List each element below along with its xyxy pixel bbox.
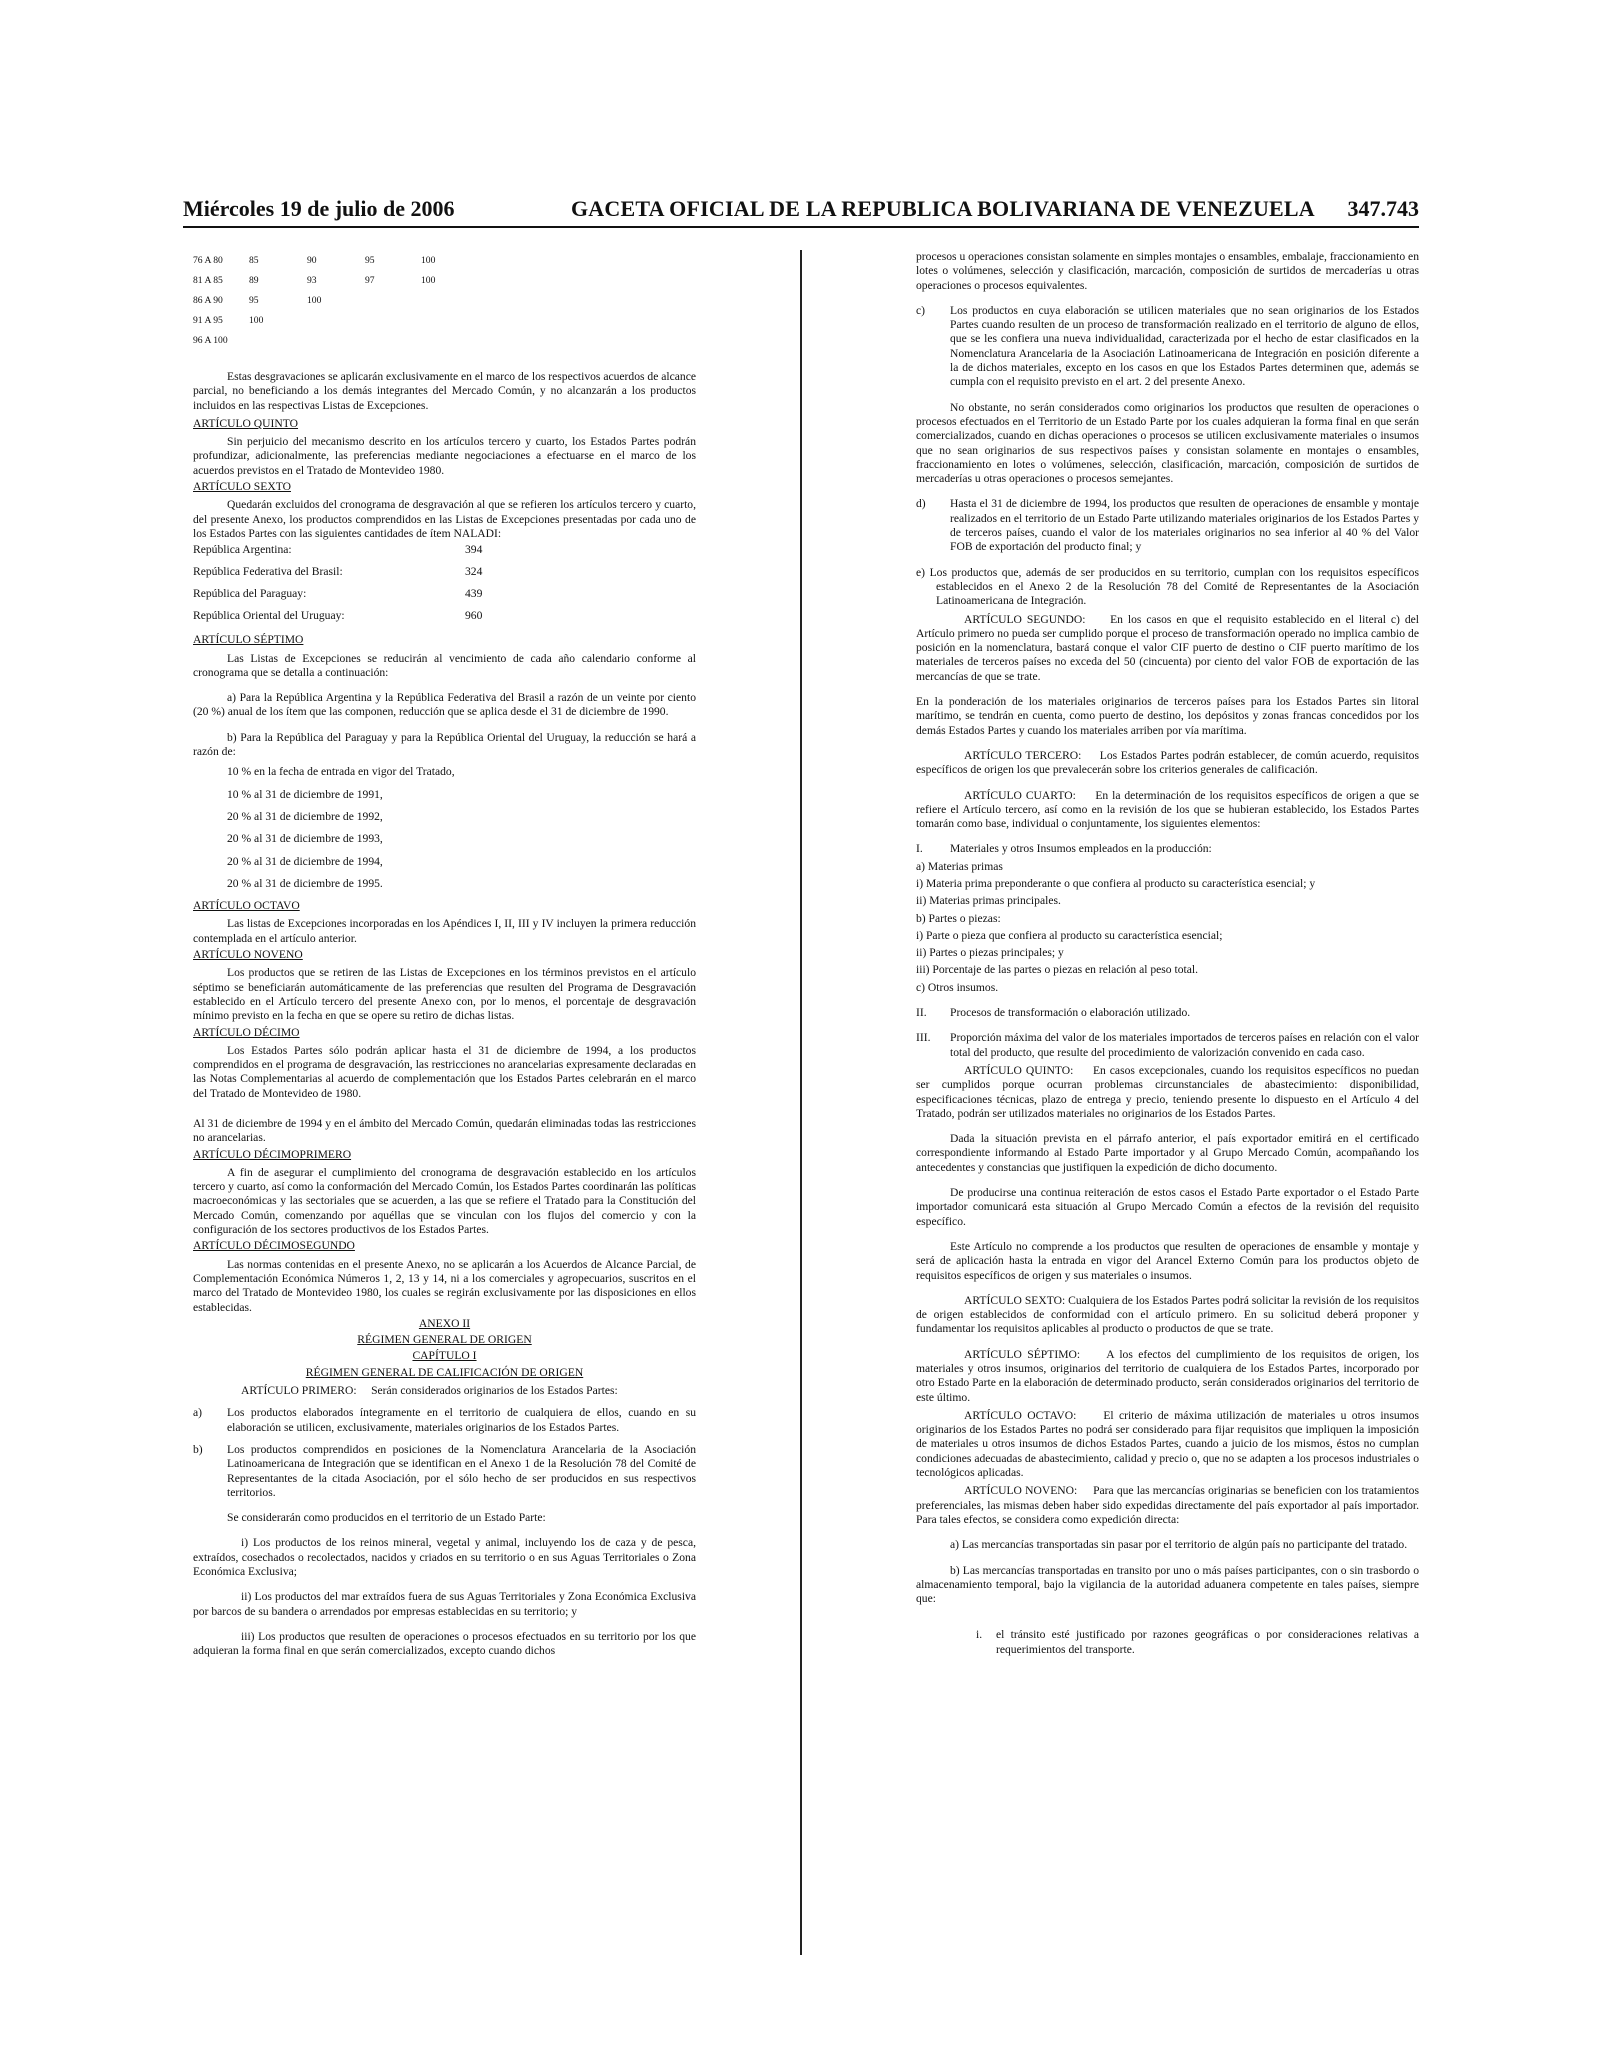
table-row xyxy=(193,254,461,274)
item-marker: b) xyxy=(193,1442,203,1456)
chapter-subtitle: RÉGIMEN GENERAL DE CALIFICACIÓN DE ORIGEN xyxy=(305,1365,584,1379)
list-item xyxy=(193,1406,696,1435)
article-text: A los efectos del cumplimiento de los requisitos de origen, los materiales y otros insumos, originarios del territorio de cualquiera de los Estados Partes, incorporado por otro Estado Parte en la elaboración de determinado producto, serán considerados originarios del territorio de este último. xyxy=(916,1347,1419,1404)
table-cell: 100 xyxy=(307,295,322,306)
item-marker: i. xyxy=(976,1628,983,1642)
article-text: Para que las mercancías originarias se beneficien con los tratamientos preferenciales, las mismas deben haber sido expedidas directamente del país exportador al país importador. Para tales efectos, se considera como expedición directa: xyxy=(916,1484,1419,1526)
paragraph: ii) Los productos del mar extraídos fuera de sus Aguas Territoriales y Zona Económica Exclusiva por barcos de su bandera o arrendados por empresas establecidas en su territorio; y xyxy=(193,1590,696,1618)
page-header xyxy=(183,196,1419,230)
table-cell xyxy=(307,314,365,334)
paragraph: a) Para la República Argentina y la República Federativa del Brasil a razón de un veinte por ciento (20 %) anual de los ítem que las componen, reducción que se aplica desde el 31 de diciembre de 1990. xyxy=(193,691,696,719)
table-cell xyxy=(365,294,421,314)
article-line xyxy=(916,1484,1419,1527)
item-marker: III. xyxy=(916,1031,931,1045)
list-item xyxy=(916,497,1419,554)
paragraph: Al 31 de diciembre de 1994 y en el ámbito del Mercado Común, quedarán eliminadas todas las restricciones no arancelarias. xyxy=(193,1116,696,1145)
table-cell: 81 A 85 xyxy=(193,275,223,286)
reduction-item: 20 % al 31 de diciembre de 1995. xyxy=(227,876,383,890)
list-item: b) Partes o piezas: xyxy=(916,911,1001,925)
item-text: Materiales y otros Insumos empleados en la producción: xyxy=(950,842,1212,856)
right-column xyxy=(916,250,1419,1657)
regime-title: RÉGIMEN GENERAL DE ORIGEN xyxy=(357,1333,532,1347)
list-item xyxy=(916,304,1419,390)
item-marker: I. xyxy=(916,842,923,856)
table-row xyxy=(193,314,461,334)
article-heading-sexto: ARTÍCULO SEXTO xyxy=(193,480,291,494)
table-cell xyxy=(365,334,421,354)
article-text: En casos excepcionales, cuando los requisitos específicos no puedan ser cumplidos porque ocurran problemas circunstanciales de abastecimiento: disponibilidad, especificaciones técnicas, plazo de entrega y precio, teniendo presente lo dispuesto en el Artículo 4 del Tratado, podrán ser utilizados materiales no originarios de los Estados Partes. xyxy=(916,1063,1420,1120)
article-heading-decimosegundo: ARTÍCULO DÉCIMOSEGUNDO xyxy=(193,1239,355,1253)
paragraph: e) Los productos que, además de ser producidos en su territorio, cumplan con los requisitos específicos establecidos en el Anexo 2 de la Resolución 78 del Comité de Representantes de la Asociación Latinoamericana de Integración. xyxy=(916,565,1419,608)
list-item xyxy=(193,1443,696,1500)
item-marker: d) xyxy=(916,497,926,511)
article-heading-quinto: ARTÍCULO QUINTO xyxy=(193,416,299,430)
paragraph: Este Artículo no comprende a los productos que resulten de operaciones de ensamble y montaje y será de aplicación hasta la entrada en vigor del Arancel Externo Común para los productos objeto de requisitos específicos de origen y sus materiales o insumos. xyxy=(916,1239,1419,1282)
item-text: Proporción máxima del valor de los materiales importados de terceros países en relación con el valor total del producto, que resulte del procedimiento de valorización convenido en cada caso. xyxy=(950,1031,1419,1059)
chapter-title: CAPÍTULO I xyxy=(412,1349,477,1363)
table-cell: 93 xyxy=(307,275,317,286)
table-cell xyxy=(307,334,365,354)
table-cell xyxy=(421,294,461,314)
reduction-item: 10 % al 31 de diciembre de 1991, xyxy=(227,787,383,801)
table-cell xyxy=(365,314,421,334)
naladi-count-table xyxy=(193,543,503,631)
reduction-item: 20 % al 31 de diciembre de 1993, xyxy=(227,832,383,846)
table-row xyxy=(193,565,503,587)
article-line xyxy=(916,749,1419,778)
list-item: a) Materias primas xyxy=(916,859,1003,873)
article-heading-decimo: ARTÍCULO DÉCIMO xyxy=(193,1025,300,1039)
table-cell: 100 xyxy=(421,275,436,286)
table-cell xyxy=(421,314,461,334)
article-label: ARTÍCULO SEGUNDO: xyxy=(964,612,1086,626)
table-row xyxy=(193,543,503,565)
header-rule xyxy=(183,226,1419,228)
article-text: Los Estados Partes podrán establecer, de común acuerdo, requisitos específicos de origen los que prevalecerán sobre los criterios generales de calificación. xyxy=(916,748,1419,777)
article-text: Cualquiera de los Estados Partes podrá solicitar la revisión de los requisitos de origen establecidos de conformidad con el artículo primero. En su solicitud deberá proponer y fundamentar los requisitos aplicables al producto o productos de que se trate. xyxy=(916,1293,1419,1336)
list-item xyxy=(976,1628,1419,1657)
paragraph: Las normas contenidas en el presente Anexo, no se aplicarán a los Acuerdos de Alcance Parcial, de Complementación Económica Números 1, 2, 13 y 14, ni a los comerciales y agropecuarios, suscritos en el marco del Tratado de Montevideo 1980, los cuales se regirán exclusivamente por las disposiciones en ellos establecidas. xyxy=(193,1257,696,1314)
item-count: 324 xyxy=(465,565,483,579)
article-label: ARTÍCULO PRIMERO: xyxy=(241,1384,357,1398)
list-item xyxy=(916,1006,1419,1020)
left-column xyxy=(193,254,696,1658)
reduction-item: 20 % al 31 de diciembre de 1994, xyxy=(227,854,383,868)
paragraph: Estas desgravaciones se aplicarán exclusivamente en el marco de los respectivos acuerdos de alcance parcial, no beneficiando a los demás integrantes del Mercado Común, y no alcanzarán a los productos incluidos en las respectivas Listas de Excepciones. xyxy=(193,370,697,412)
list-item xyxy=(916,842,1419,856)
table-row xyxy=(193,334,461,354)
item-marker: a) xyxy=(193,1406,203,1420)
table-cell: 91 A 95 xyxy=(193,315,223,326)
article-line xyxy=(916,1348,1419,1405)
article-label: ARTÍCULO SEXTO: xyxy=(964,1293,1066,1307)
table-cell: 95 xyxy=(365,255,375,266)
table-row xyxy=(193,609,503,631)
paragraph: En la ponderación de los materiales originarios de terceros países para los Estados Partes sin litoral marítimo, se tendrán en cuenta, como puerto de destino, los depósitos y zonas francas concedidos por los demás Estados Partes y cuando los materiales arriben por vía marítima. xyxy=(916,695,1419,737)
article-heading-septimo: ARTÍCULO SÉPTIMO xyxy=(193,633,304,647)
table-cell: 86 A 90 xyxy=(193,295,223,306)
list-item: i) Materia prima preponderante o que confiera al producto su característica esencial; y xyxy=(916,876,1316,890)
article-line xyxy=(916,1294,1419,1337)
paragraph: b) Para la República del Paraguay y para la República Oriental del Uruguay, la reducción se hará a razón de: xyxy=(193,730,696,759)
list-item: ii) Partes o piezas principales; y xyxy=(916,946,1064,960)
table-row xyxy=(193,587,503,609)
reduction-item: 10 % en la fecha de entrada en vigor del Tratado, xyxy=(227,765,455,779)
table-cell xyxy=(249,334,307,354)
article-label: ARTÍCULO NOVENO: xyxy=(964,1484,1078,1498)
country-name: República Federativa del Brasil: xyxy=(193,565,343,579)
table-cell: 97 xyxy=(365,275,375,286)
header-title: GACETA OFICIAL DE LA REPUBLICA BOLIVARIANA DE VENEZUELA xyxy=(571,196,1315,221)
table-cell: 90 xyxy=(307,255,317,266)
header-date: Miércoles 19 de julio de 2006 xyxy=(183,196,455,221)
article-text: En los casos en que el requisito establecido en el literal c) del Artículo primero no pueda ser cumplido porque el proceso de transformación operado no implica cambio de posición en la nomenclatura, bastará conque el valor CIF puerto de destino o CIF puerto marítimo de los materiales de terceros países no exceda del 50 (cincuenta) por ciento del valor FOB de exportación de las mercancías de que se trate. xyxy=(916,612,1419,683)
paragraph: b) Las mercancías transportadas en transito por uno o más países participantes, con o sin trasbordo o almacenamiento temporal, bajo la vigilancia de la autoridad aduanera competente en tales países, siempre que: xyxy=(916,1563,1419,1606)
article-label: ARTÍCULO CUARTO: xyxy=(964,788,1076,802)
paragraph: De producirse una continua reiteración de estos casos el Estado Parte exportador o el Estado Parte importador comunicará esta situación al Grupo Mercado Común a efectos de la revisión del requisito específico. xyxy=(916,1186,1419,1228)
reduction-list xyxy=(193,765,696,891)
table-cell: 100 xyxy=(421,255,436,266)
item-count: 960 xyxy=(465,609,483,623)
table-cell: 76 A 80 xyxy=(193,255,223,266)
article-text: Serán considerados originarios de los Estados Partes: xyxy=(371,1384,618,1398)
column-divider xyxy=(800,250,802,1955)
table-cell: 85 xyxy=(249,255,259,266)
item-text: Hasta el 31 de diciembre de 1994, los productos que resulten de operaciones de ensamble y montaje realizados en el territorio de un Estado Parte utilizando materiales originarios de los Estados Partes y de terceros países, cuando el valor de los materiales originarios no sea inferior al 40 % del Valor FOB de exportación del producto final; y xyxy=(950,497,1419,554)
article-line xyxy=(916,613,1419,684)
paragraph: i) Los productos de los reinos mineral, vegetal y animal, incluyendo los de caza y de pesca, extraídos, cosechados o recolectados, nacidos y criados en su territorio o en sus Aguas Territoriales o Zona Económica Exclusiva; xyxy=(193,1536,696,1578)
paragraph: Se considerarán como producidos en el territorio de un Estado Parte: xyxy=(227,1511,546,1525)
paragraph: Dada la situación prevista en el párrafo anterior, el país exportador emitirá en el certificado correspondiente informando al Estado Parte importador y al Grupo Mercado Común, acompañando los antecedentes y constancias que justifiquen la expedición de dicho documento. xyxy=(916,1132,1419,1174)
country-name: República Oriental del Uruguay: xyxy=(193,609,345,623)
article-label: ARTÍCULO TERCERO: xyxy=(964,748,1082,762)
table-cell xyxy=(421,334,461,354)
table-row xyxy=(193,274,461,294)
item-marker: c) xyxy=(916,303,926,317)
list-item: i) Parte o pieza que confiera al producto su característica esencial; xyxy=(916,928,1223,942)
article-text: El criterio de máxima utilización de materiales u otros insumos originarios de los Estados Partes no podrá ser considerado para fijar requisitos que impliquen la imposición de materiales u otros insumos de dichos Estados Partes, cuando a juicio de los mismos, éstos no cumplan condiciones adecuadas de abastecimiento, calidad y precio o, que no se adapten a los procesos industriales o tecnológicos aplicadas. xyxy=(916,1408,1419,1480)
list-item: iii) Porcentaje de las partes o piezas en relación al peso total. xyxy=(916,963,1199,977)
article-heading-noveno: ARTÍCULO NOVENO xyxy=(193,948,303,962)
item-text: Los productos en cuya elaboración se utilicen materiales que no sean originarios de los Estados Partes cuando resulten de un proceso de transformación realizado en el territorio de alguno de ellos, que se les confiera una nueva individualidad, caracterizada por el hecho de estar clasificados en la Nomenclatura Arancelaria de la Asociación Latinoamericana de Integración en posición diferente a la de dichos materiales, excepto en los casos en que los Estados Partes determinen que, además se cumpla con el requisito previsto en el art. 2 del presente Anexo. xyxy=(950,303,1419,389)
item-text: el tránsito esté justificado por razones geográficas o por consideraciones relativas a requerimientos del transporte. xyxy=(996,1628,1419,1656)
paragraph: Quedarán excluidos del cronograma de desgravación al que se refieren los artículos tercero y cuarto, del presente Anexo, los productos comprendidos en las Listas de Excepciones presentadas por cada uno de los Estados Partes con las siguientes cantidades de ítem NALADI: xyxy=(193,498,696,540)
list-item: c) Otros insumos. xyxy=(916,980,999,994)
country-name: República Argentina: xyxy=(193,543,292,557)
paragraph: No obstante, no serán considerados como originarios los productos que resulten de operaciones o procesos efectuados en el Territorio de un Estado Parte por los cuales adquieran la forma final en que serán comercializados, cuando en dichas operaciones o procesos se utilicen exclusivamente materiales o insumos que no sean originarios de sus respectivos países y consistan solamente en montajes o ensambles, fraccionamiento en lotes o volúmenes, selección, clasificación, marcación, composición de surtidos de mercaderías u otras operaciones o procesos semejantes. xyxy=(916,400,1419,486)
article-line xyxy=(916,1409,1419,1480)
article-line xyxy=(916,1064,1419,1121)
list-item: ii) Materias primas principales. xyxy=(916,894,1061,908)
article-heading-decimoprimero: ARTÍCULO DÉCIMOPRIMERO xyxy=(193,1147,352,1161)
table-cell: 95 xyxy=(249,295,259,306)
reduction-schedule-table xyxy=(193,254,461,354)
article-heading-octavo: ARTÍCULO OCTAVO xyxy=(193,899,300,913)
list-item xyxy=(916,1031,1419,1060)
paragraph: procesos u operaciones consistan solamente en simples montajes o ensambles, embalaje, fraccionamiento en lotes o volúmenes, selección y clasificación, marcación, composición de surtidos de mercaderías u otras operaciones o procesos equivalentes. xyxy=(916,250,1419,292)
table-cell: 96 A 100 xyxy=(193,335,228,346)
country-name: República del Paraguay: xyxy=(193,587,307,601)
paragraph: Sin perjuicio del mecanismo descrito en los artículos tercero y cuarto, los Estados Partes podrán profundizar, adicionalmente, las preferencias mediante negociaciones a efectuarse en el marco de los acuerdos previstos en el Tratado de Montevideo 1980. xyxy=(193,435,696,477)
item-count: 439 xyxy=(465,587,483,601)
article-text: En la determinación de los requisitos específicos de origen a que se refiere el Artículo tercero, así como en la revisión de los que se hubieran establecido, los Estados Partes tomarán como base, individual o conjuntamente, los siguientes elementos: xyxy=(916,788,1419,831)
article-label: ARTÍCULO SÉPTIMO: xyxy=(964,1347,1081,1361)
header-page-number: 347.743 xyxy=(1347,196,1419,221)
item-text: Los productos elaborados íntegramente en el territorio de cualquiera de ellos, cuando en su elaboración se utilicen, exclusivamente, materiales originarios de los Estados Partes. xyxy=(227,1406,696,1434)
origin-criteria-list xyxy=(193,1406,696,1500)
paragraph: Las listas de Excepciones incorporadas en los Apéndices I, II, III y IV incluyen la primera reducción contemplada en el artículo anterior. xyxy=(193,917,696,945)
paragraph: iii) Los productos que resulten de operaciones o procesos efectuados en su territorio por los que adquieran la forma final en que serán comercializados, excepto cuando dichos xyxy=(193,1629,696,1658)
paragraph: Los Estados Partes sólo podrán aplicar hasta el 31 de diciembre de 1994, a los productos comprendidos en el programa de desgravación, las restricciones no arancelarias expresamente declaradas en las Notas Complementarias al acuerdo de complementación que los Estados Partes celebrarán en el marco del Tratado de Montevideo de 1980. xyxy=(193,1043,696,1100)
article-line xyxy=(916,789,1419,832)
article-label: ARTÍCULO QUINTO: xyxy=(964,1063,1074,1077)
table-cell: 89 xyxy=(249,275,259,286)
item-text: Los productos comprendidos en posiciones de la Nomenclatura Arancelaria de la Asociación Latinoamericana de Integración que se identifican en el Anexo 1 de la Resolución 78 del Comité de Representantes de la citada Asociación, por el sólo hecho de ser producidos en sus respectivos territorios. xyxy=(227,1442,696,1499)
paragraph: A fin de asegurar el cumplimiento del cronograma de desgravación establecido en los artículos tercero y cuarto, así como la conformación del Mercado Común, los Estados Partes coordinarán las políticas macroeconómicas y las sectoriales que se acuerden, a las que se refiere el Tratado para la Constitución del Mercado Común, comenzando por aquéllas que se vinculan con los flujos del comercio y con la configuración de los sectores productivos de los Estados Partes. xyxy=(193,1165,696,1237)
table-cell: 100 xyxy=(249,315,264,326)
item-count: 394 xyxy=(465,543,483,557)
paragraph: Las Listas de Excepciones se reducirán al vencimiento de cada año calendario conforme al cronograma que se detalla a continuación: xyxy=(193,651,696,679)
item-marker: II. xyxy=(916,1006,927,1020)
annex-title: ANEXO II xyxy=(418,1316,471,1330)
paragraph: a) Las mercancías transportadas sin pasar por el territorio de algún país no participante del tratado. xyxy=(950,1538,1408,1552)
article-line xyxy=(193,1384,696,1398)
item-text: Procesos de transformación o elaboración utilizado. xyxy=(950,1006,1191,1020)
reduction-item: 20 % al 31 de diciembre de 1992, xyxy=(227,809,383,823)
table-row xyxy=(193,294,461,314)
article-label: ARTÍCULO OCTAVO: xyxy=(964,1408,1077,1422)
paragraph: Los productos que se retiren de las Listas de Excepciones en los términos previstos en el artículo séptimo se beneficiarán automáticamente de las preferencias que resulten del Programa de Desgravación establecido en el Artículo tercero del presente Anexo con, por lo menos, el porcentaje de desgravación mínimo previsto en la fecha en que se opere su retiro de dichas listas. xyxy=(193,966,696,1023)
